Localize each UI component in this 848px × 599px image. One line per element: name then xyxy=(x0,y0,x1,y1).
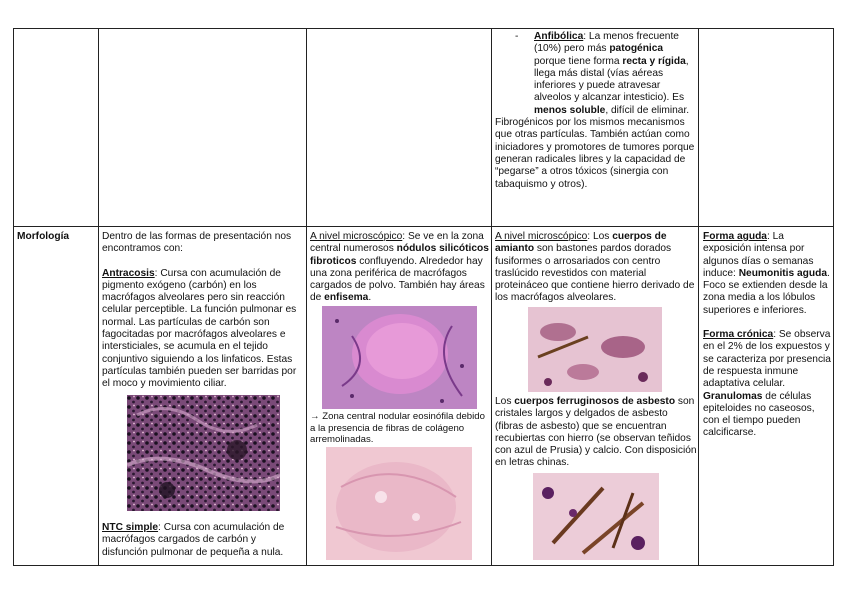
ferruginous-paragraph: Los cuerpos ferruginosos de asbesto son cristales largos y delgados de asbesto (fibras de asbesto) que se encuentran recubiertas con hierro (se observan teñidos con azul de Prusia) y calcio. Con disposición en letras chinas. xyxy=(495,396,697,469)
silicosis-caption: → Zona central nodular eosinófila debido a la presencia de fibras de colágeno arremolinadas. xyxy=(310,411,485,445)
antracosis-micrograph xyxy=(127,395,280,511)
ntc-simple-heading: NTC simple xyxy=(102,522,159,533)
anfibolica-bullet: - Anfibólica: La menos frecuente (10%) pero más patogénica porque tiene forma recta y rígida, llega más distal (vías aéreas inferiores y puede atravesar alveolos y alcanzar intesticio). Es menos soluble, difícil de eliminar. xyxy=(515,31,690,116)
anfibolica-heading: Anfibólica xyxy=(534,31,584,42)
ntc-simple-cell xyxy=(102,522,304,564)
ferruginous-bodies-cell xyxy=(495,396,697,472)
column-border-4 xyxy=(491,28,492,566)
asbestos-bodies-micrograph xyxy=(528,307,662,392)
forma-aguda-heading: Forma aguda xyxy=(703,231,767,242)
table-bottom-border xyxy=(13,565,834,566)
silicotic-nodule-micrograph xyxy=(322,306,477,409)
column-border-6 xyxy=(833,28,834,566)
forma-cronica-paragraph: Forma crónica: Se observa en el 2% de los expuestos y se caracteriza por presencia de respuesta inmune adaptativa celular. xyxy=(703,329,831,390)
table-top-border xyxy=(13,28,834,29)
asbestosis-cell xyxy=(495,231,697,307)
antracosis-heading: Antracosis xyxy=(102,267,155,279)
antracosis-paragraph: Antracosis: Cursa con acumulación de pigmento exógeno (carbón) en los macrófagos alveolares pero sin reacción celular perceptible. La función pulmonar es normal. Las partículas de carbón son fagocitadas por macrófagos alveolares e intersticiales, se acumula en el tejido conjuntivo siguiendo a los linfaticos. Estas partículas también pueden ser barridas por el moco y movimiento ciliar. xyxy=(102,267,297,390)
silicosis-heading: A nivel microscópico xyxy=(310,231,403,242)
antracosis-cell xyxy=(102,231,304,395)
asbestosis-heading: A nivel microscópico xyxy=(495,231,588,242)
ferruginous-bodies-micrograph xyxy=(533,473,659,560)
silicosis-cell xyxy=(310,231,490,307)
column-border-1 xyxy=(13,28,14,566)
beriliosis-cell xyxy=(703,231,831,481)
forma-cronica-heading: Forma crónica xyxy=(703,329,774,341)
row-label-morfologia: Morfología xyxy=(17,231,70,242)
column-border-2 xyxy=(98,28,99,566)
forma-aguda-paragraph: Forma aguda: La exposición intensa por algunos días o semanas induce: Neumonitis aguda. Foco se extienden desde la zona media a los lóbulos superiores e inferiores. xyxy=(703,231,830,316)
ntc-simple-paragraph: NTC simple: Cursa con acumulación de macrófagos cargados de carbón y disfunción pulmonar de pequeña a nula. xyxy=(102,522,285,558)
granulomas-paragraph: Granulomas de células epiteloides no caseosos, con el tiempo pueden calcificarse. xyxy=(703,390,815,439)
intro-text: Dentro de las formas de presentación nos encontramos con: xyxy=(102,231,292,255)
fibrogenicos-paragraph: Fibrogénicos por los mismos mecanismos que otras partículas. También actúan como iniciadores y promotores de tumores porque generan radicales libres y la capacidad de “pegarse” a otros tóxicos (sinergia con tabaquismo y otros). xyxy=(495,117,695,190)
collagen-nodule-micrograph xyxy=(326,447,472,560)
column-border-5 xyxy=(698,28,699,566)
row1-col4-cell xyxy=(495,31,695,225)
asbestosis-paragraph: A nivel microscópico: Los cuerpos de amianto son bastones pardos dorados fusiformes o arrosariados con centro traslúcido revestidos con material proteináceo que contiene hierro derivado de los macrófagos alveolares. xyxy=(495,231,695,304)
column-border-3 xyxy=(306,28,307,566)
silicosis-paragraph: A nivel microscópico: Se ve en la zona central numerosos nódulos silicóticos fibroticos confluyendo. Alrededor hay una zona periférica de macrófagos cargados de polvo. También hay áreas de enfisema. xyxy=(310,231,489,304)
row-divider xyxy=(13,226,834,227)
